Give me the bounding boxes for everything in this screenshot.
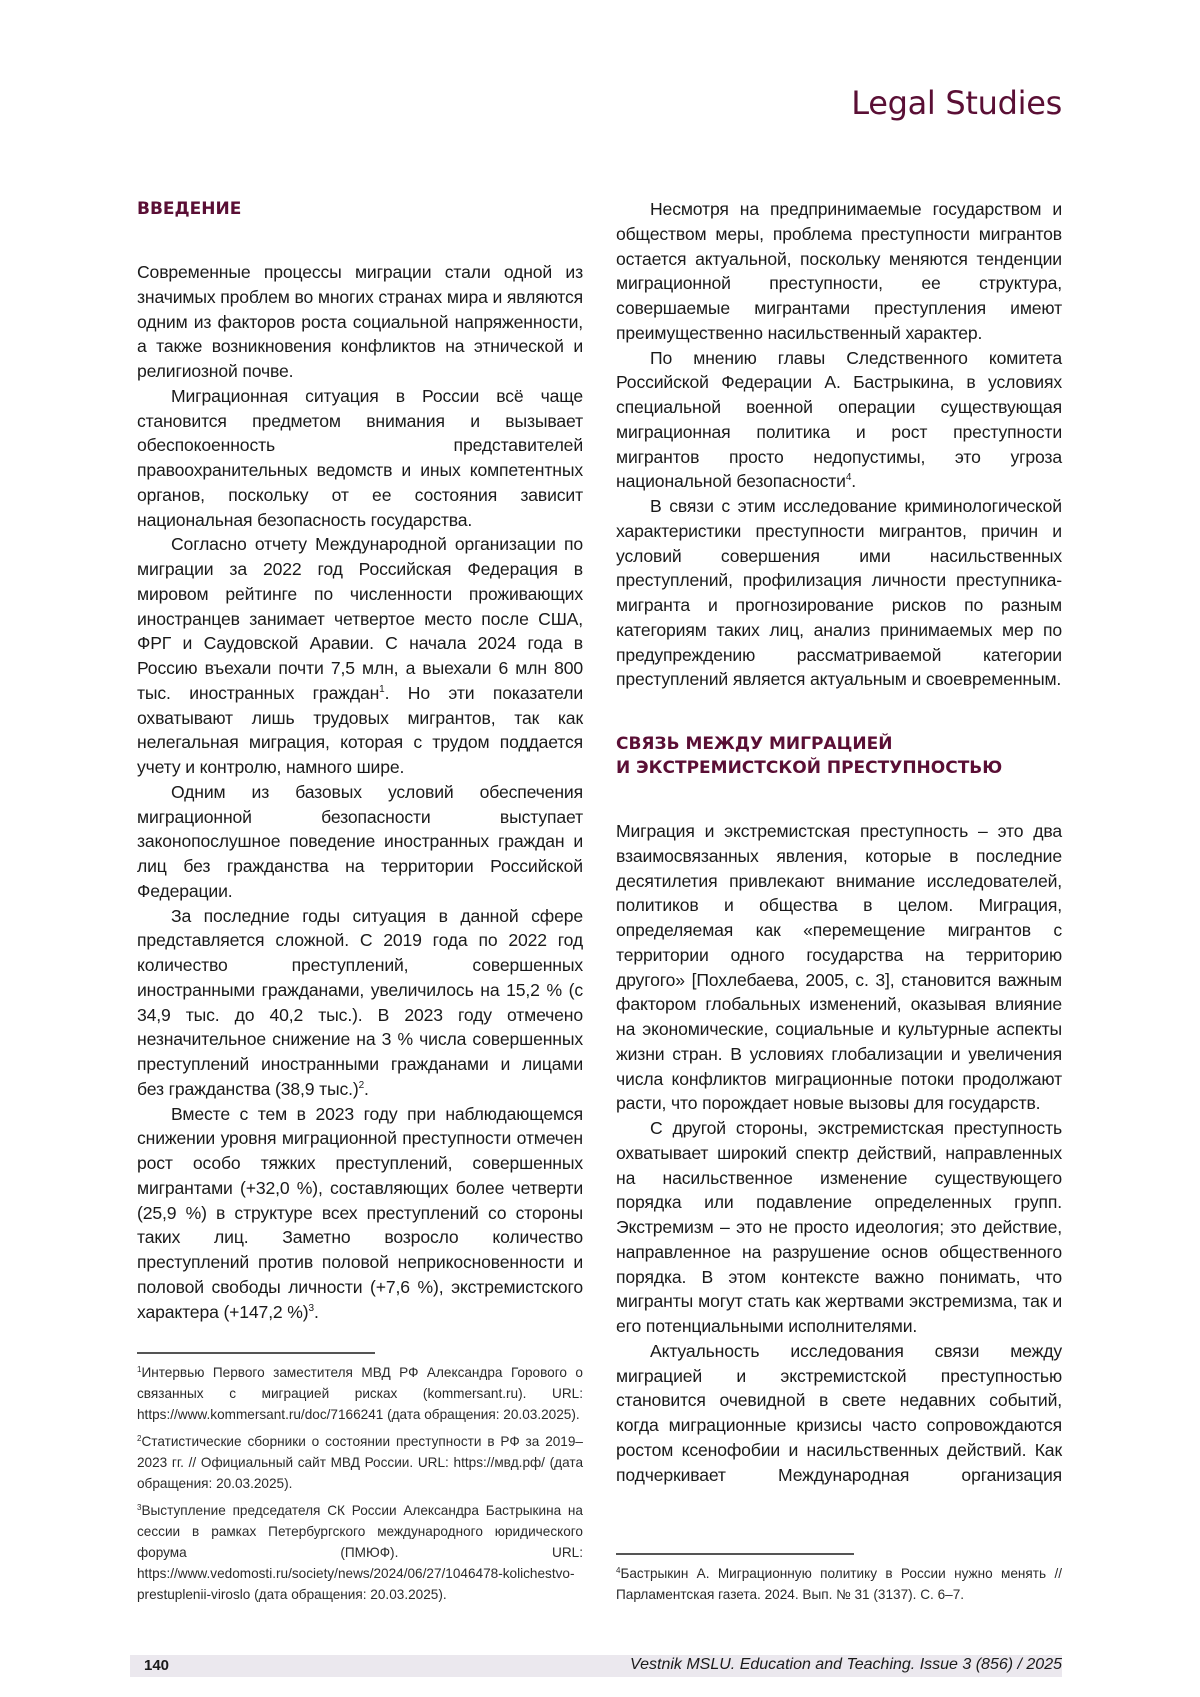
footnote-ref[interactable]: 4 (846, 472, 851, 483)
heading-migration-extremism: СВЯЗЬ МЕЖДУ МИГРАЦИЕЙ И ЭКСТРЕМИСТСКОЙ ПРЕСТУПНОСТЬЮ (616, 732, 1062, 780)
paragraph: Согласно отчету Международной организации по миграции за 2022 год Российская Федерация в мировом рейтинге по численности проживающих иностранцев занимает четвертое место после США, ФРГ и Саудовской Аравии. С начала 2024 года в Россию въехали почти 7,5 млн, а выехали 6 млн 800 тыс. иностранных граждан1. Но эти показатели охватывают лишь трудовых мигрантов, так как нелегальная миграция, которая с трудом поддается учету и контролю, намного шире. (137, 532, 583, 780)
footnote-divider (137, 1352, 375, 1354)
footnote: 3Выступление председателя СК России Александра Бастрыкина на сессии в рамках Петербургского международного юридического форума (ПМЮФ). URL: https://www.vedomosti.ru/society/news/2024/06/27/1046478-kolichestvo-prestuplenii-viroslo (дата обращения: 20.03.2025). (137, 1500, 583, 1605)
paragraph: Современные процессы миграции стали одной из значимых проблем во многих странах мира и являются одним из факторов роста социальной напряженности, а также возникновения конфликтов на этнической и религиозной почве. (137, 260, 583, 384)
footnote: 1Интервью Первого заместителя МВД РФ Александра Горового о связанных с миграцией рисках (kommersant.ru). URL: https://www.kommersant.ru/doc/7166241 (дата обращения: 20.03.2025). (137, 1362, 583, 1425)
paragraph: По мнению главы Следственного комитета Российской Федерации А. Бастрыкина, в условиях специальной военной операции существующая миграционная политика и рост преступности мигрантов просто недопустимы, это угроза национальной безопасности4. (616, 346, 1062, 495)
right-column (616, 197, 1062, 1611)
paragraph: Несмотря на предпринимаемые государством и обществом меры, проблема преступности мигрантов остается актуальной, поскольку меняются тенденции миграционной преступности, ее структура, совершаемые мигрантами преступления имеют преимущественно насильственный характер. (616, 197, 1062, 346)
footnote-ref[interactable]: 3 (309, 1303, 314, 1314)
paragraph: С другой стороны, экстремистская преступность охватывает широкий спектр действий, направленных на насильственное изменение существующего порядка или подавление определенных групп. Экстремизм – это не просто идеология; это действие, направленное на разрушение основ общественного порядка. В этом контексте важно понимать, что мигранты могут стать как жертвами экстремизма, так и его потенциальными исполнителями. (616, 1116, 1062, 1339)
paragraph: Вместе с тем в 2023 году при наблюдающемся снижении уровня миграционной преступности отмечен рост особо тяжких преступлений, совершенных мигрантами (+32,0 %), составляющих более четверти (25,9 %) в структуре всех преступлений со стороны таких лиц. Заметно возросло количество преступлений против половой неприкосновенности и половой свободы личности (+7,6 %), экстремистского характера (+147,2 %)3. (137, 1102, 583, 1325)
footnote-ref[interactable]: 1 (379, 684, 384, 695)
footnote: 4Бастрыкин А. Миграционную политику в России нужно менять // Парламентская газета. 2024. Вып. № 31 (3137). С. 6–7. (616, 1563, 1062, 1605)
left-column (137, 197, 583, 1611)
heading-introduction: ВВЕДЕНИЕ (137, 197, 583, 221)
paragraph: Актуальность исследования связи между миграцией и экстремистской преступностью становится очевидной в свете недавних событий, когда миграционные кризисы часто сопровождаются ростом ксенофобии и насильственных действий. Как подчеркивает Международная организация (616, 1339, 1062, 1488)
footnote: 2Статистические сборники о состоянии преступности в РФ за 2019–2023 гг. // Официальный сайт МВД России. URL: https://мвд.рф/ (дата обращения: 20.03.2025). (137, 1431, 583, 1494)
paragraph: Миграция и экстремистская преступность – это два взаимосвязанных явления, которые в последние десятилетия привлекают внимание исследователей, политиков и общества в целом. Миграция, определяемая как «перемещение мигрантов с территории одного государства на территорию другого» [Похлебаева, 2005, с. 3], становится важным фактором глобальных изменений, оказывая влияние на экономические, социальные и культурные аспекты жизни стран. В условиях глобализации и увеличения числа конфликтов миграционные потоки продолжают расти, что порождает новые вызовы для государств. (616, 819, 1062, 1116)
footnotes-left (137, 1324, 583, 1611)
journal-name: Vestnik MSLU. Education and Teaching. Issue 3 (856) / 2025 (630, 1656, 1062, 1674)
paragraph: За последние годы ситуация в данной сфере представляется сложной. С 2019 года по 2022 год количество преступлений, совершенных иностранными гражданами, увеличилось на 15,2 % (с 34,9 тыс. до 40,2 тыс.). В 2023 году отмечено незначительное снижение на 3 % числа совершенных преступлений иностранными гражданами и лицами без гражданства (38,9 тыс.)2. (137, 904, 583, 1102)
footnotes-right (616, 1525, 1062, 1611)
page-footer (130, 1655, 1062, 1677)
article-body (137, 0, 1062, 1611)
paragraph: В связи с этим исследование криминологической характеристики преступности мигрантов, причин и условий совершения ими насильственных преступлений, профилизация личности преступника-мигранта и прогнозирование рисков по разным категориям таких лиц, анализ принимаемых мер по предупреждению рассматриваемой категории преступлений является актуальным и своевременным. (616, 494, 1062, 692)
paragraph: Миграционная ситуация в России всё чаще становится предметом внимания и вызывает обеспокоенность представителей правоохранительных ведомств и иных компетентных органов, поскольку от ее состояния зависит национальная безопасность государства. (137, 384, 583, 533)
page-number: 140 (144, 1657, 169, 1674)
section-title: Legal Studies (851, 84, 1062, 122)
footnote-ref[interactable]: 2 (359, 1080, 364, 1091)
footnote-divider (616, 1553, 854, 1555)
paragraph: Одним из базовых условий обеспечения миграционной безопасности выступает законопослушное поведение иностранных граждан и лиц без гражданства на территории Российской Федерации. (137, 780, 583, 904)
